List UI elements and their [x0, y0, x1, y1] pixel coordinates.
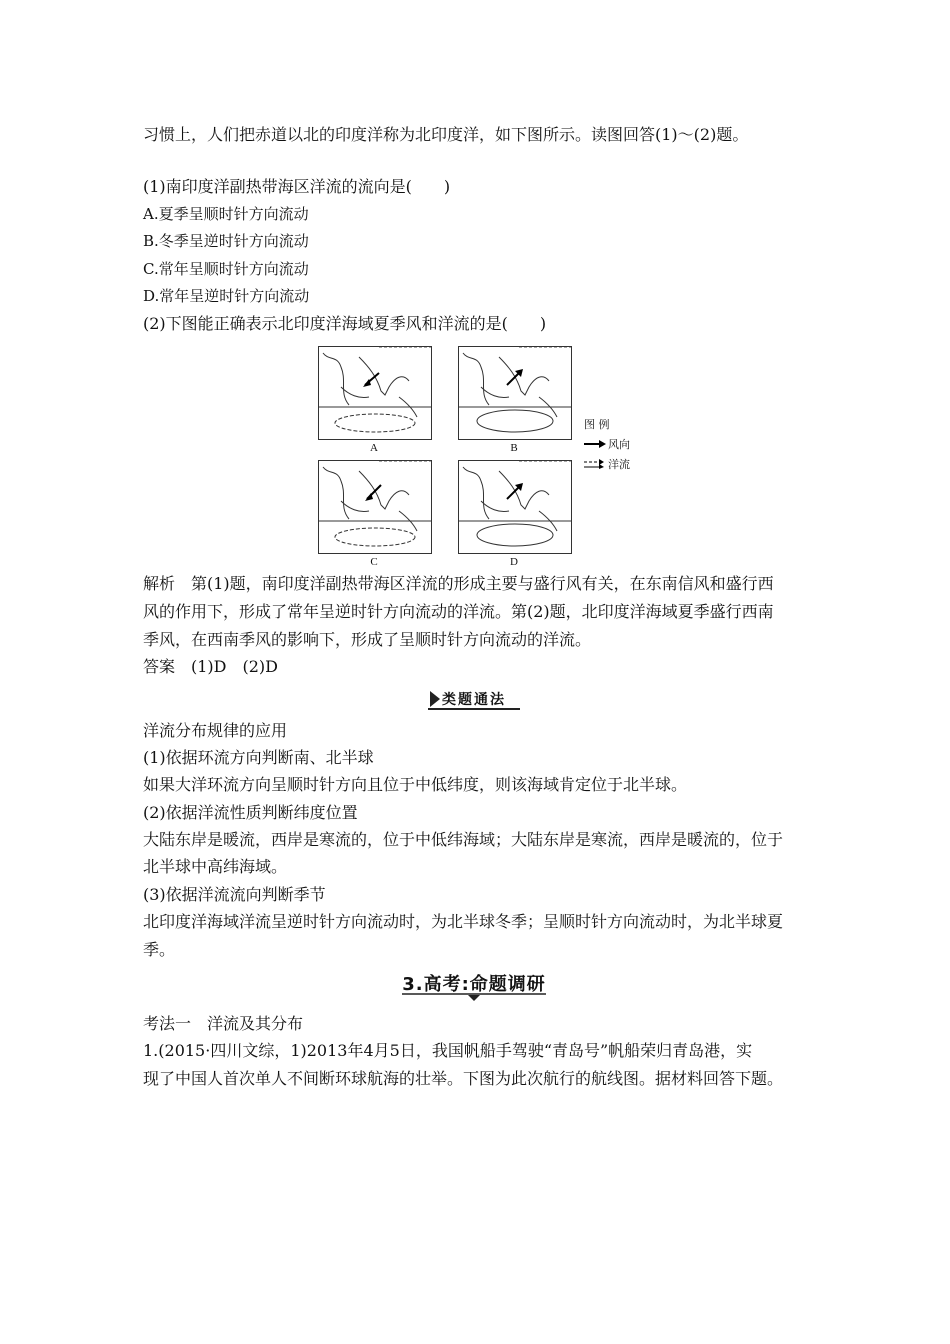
map-legend [584, 416, 630, 472]
kaofa-heading: 考法一 洋流及其分布 [143, 1014, 304, 1033]
analysis-line-3: 季风，在西南季风的影响下，形成了呈顺时针方向流动的洋流。 [143, 630, 592, 649]
method-3-body-1: 北印度洋海域洋流呈逆时针方向流动时，为北半球冬季；呈顺时针方向流动时，为北半球夏 [143, 912, 784, 931]
map-a-label: A [370, 442, 378, 454]
option-a: A.夏季呈顺时针方向流动 [143, 205, 309, 223]
map-b-drawing [459, 347, 571, 439]
section-heading [398, 970, 550, 1002]
method-2-head: (2)依据洋流性质判断纬度位置 [143, 803, 358, 822]
legend-title: 图 例 [584, 418, 610, 431]
section-heading-text: 3.高考:命题调研 [402, 974, 546, 995]
map-d-label: D [510, 556, 518, 568]
method-3-head: (3)依据洋流流向判断季节 [143, 885, 326, 904]
method-2-body-2: 北半球中高纬海域。 [143, 857, 288, 876]
banner-text: 类题通法 [442, 692, 506, 708]
option-b: B.冬季呈逆时针方向流动 [143, 232, 309, 250]
method-1-head: (1)依据环流方向判断南、北半球 [143, 748, 374, 767]
map-figure [316, 344, 646, 572]
question-last-line-1: 1.(2015·四川文综，1)2013年4月5日，我国帆船手驾驶“青岛号”帆船荣归青岛港，实 [143, 1041, 753, 1060]
map-a-drawing [319, 347, 431, 439]
question-1-stem: (1)南印度洋副热带海区洋流的流向是( ) [143, 177, 451, 196]
analysis-line-2: 风的作用下，形成了常年呈逆时针方向流动的洋流。第(2)题，北印度洋海域夏季盛行西南 [143, 602, 774, 621]
legend-current-label: 洋流 [608, 458, 630, 471]
option-c: C.常年呈顺时针方向流动 [143, 260, 309, 278]
map-c-drawing [319, 461, 431, 553]
method-banner [428, 688, 520, 710]
question-2-stem: (2)下图能正确表示北印度洋海域夏季风和洋流的是( ) [143, 314, 547, 333]
map-c-label: C [370, 556, 378, 568]
wind-arrow-icon [584, 440, 606, 448]
method-2-body-1: 大陆东岸是暖流，西岸是寒流的，位于中低纬海域；大陆东岸是寒流，西岸是暖流的，位于 [143, 830, 784, 849]
method-1-body: 如果大洋环流方向呈顺时针方向且位于中低纬度，则该海域肯定位于北半球。 [143, 775, 688, 794]
legend-wind-label: 风向 [608, 438, 630, 451]
analysis-line-1: 解析 第(1)题，南印度洋副热带海区洋流的形成主要与盛行风有关，在东南信风和盛行西 [143, 574, 774, 593]
map-a [318, 346, 432, 440]
map-d [458, 460, 572, 554]
legend-wind-row [584, 436, 630, 452]
method-title: 洋流分布规律的应用 [143, 721, 288, 740]
legend-current-row [584, 456, 630, 472]
answer-text: 答案 (1)D (2)D [143, 657, 278, 676]
map-b [458, 346, 572, 440]
method-3-body-2: 季。 [143, 940, 176, 959]
section-underline-icon [398, 970, 550, 1002]
current-arrow-icon [584, 459, 606, 469]
option-d: D.常年呈逆时针方向流动 [143, 287, 310, 305]
question-last-line-2: 现了中国人首次单人不间断环球航海的壮举。下图为此次航行的航线图。据材料回答下题。 [143, 1069, 784, 1088]
intro-text: 习惯上，人们把赤道以北的印度洋称为北印度洋，如下图所示。读图回答(1)～(2)题。 [143, 125, 749, 144]
map-d-drawing [459, 461, 571, 553]
map-c [318, 460, 432, 554]
map-b-label: B [510, 442, 518, 454]
